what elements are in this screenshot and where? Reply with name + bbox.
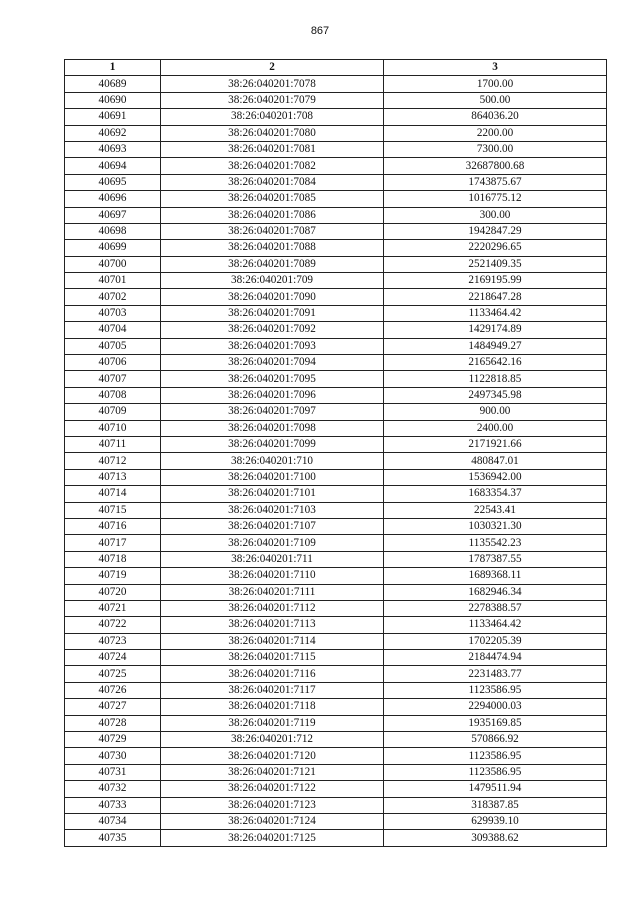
cadastral-value-cell: 1536942.00: [384, 469, 607, 485]
cadastral-number-cell: 38:26:040201:7098: [161, 420, 384, 436]
cadastral-number-cell: 38:26:040201:7101: [161, 486, 384, 502]
cadastral-number-cell: 38:26:040201:7114: [161, 633, 384, 649]
cadastral-value-cell: 32687800.68: [384, 158, 607, 174]
row-number-cell: 40698: [65, 223, 161, 239]
cadastral-number-cell: 38:26:040201:7120: [161, 748, 384, 764]
cadastral-number-cell: 38:26:040201:7110: [161, 568, 384, 584]
cadastral-number-cell: 38:26:040201:7117: [161, 682, 384, 698]
cadastral-value-cell: 1016775.12: [384, 191, 607, 207]
row-number-cell: 40696: [65, 191, 161, 207]
table-row: [65, 273, 607, 289]
row-number-cell: 40700: [65, 256, 161, 272]
table-header-row: [65, 60, 607, 76]
cadastral-number-cell: 38:26:040201:710: [161, 453, 384, 469]
cadastral-value-cell: 1689368.11: [384, 568, 607, 584]
row-number-cell: 40697: [65, 207, 161, 223]
cadastral-value-cell: 300.00: [384, 207, 607, 223]
table-row: [65, 699, 607, 715]
cadastral-number-cell: 38:26:040201:7081: [161, 141, 384, 157]
row-number-cell: 40699: [65, 240, 161, 256]
cadastral-number-cell: 38:26:040201:712: [161, 732, 384, 748]
cadastral-number-cell: 38:26:040201:7122: [161, 781, 384, 797]
table-row: [65, 355, 607, 371]
table-row: [65, 436, 607, 452]
cadastral-value-cell: 1479511.94: [384, 781, 607, 797]
cadastral-value-cell: 2231483.77: [384, 666, 607, 682]
cadastral-number-cell: 38:26:040201:7096: [161, 387, 384, 403]
row-number-cell: 40694: [65, 158, 161, 174]
cadastral-number-cell: 38:26:040201:7124: [161, 813, 384, 829]
cadastral-number-cell: 38:26:040201:7090: [161, 289, 384, 305]
row-number-cell: 40690: [65, 92, 161, 108]
row-number-cell: 40734: [65, 813, 161, 829]
cadastral-value-cell: 309388.62: [384, 830, 607, 846]
cadastral-number-cell: 38:26:040201:7115: [161, 650, 384, 666]
cadastral-number-cell: 38:26:040201:711: [161, 551, 384, 567]
table-row: [65, 732, 607, 748]
table-row: [65, 682, 607, 698]
cadastral-number-cell: 38:26:040201:7095: [161, 371, 384, 387]
table-row: [65, 600, 607, 616]
row-number-cell: 40707: [65, 371, 161, 387]
cadastral-value-cell: 22543.41: [384, 502, 607, 518]
cadastral-number-cell: 38:26:040201:7091: [161, 305, 384, 321]
table-row: [65, 109, 607, 125]
table-row: [65, 666, 607, 682]
row-number-cell: 40715: [65, 502, 161, 518]
cadastral-number-cell: 38:26:040201:7097: [161, 404, 384, 420]
row-number-cell: 40710: [65, 420, 161, 436]
column-header-1: 1: [65, 60, 161, 76]
cadastral-value-cell: 1942847.29: [384, 223, 607, 239]
cadastral-value-cell: 900.00: [384, 404, 607, 420]
row-number-cell: 40716: [65, 518, 161, 534]
cadastral-number-cell: 38:26:040201:7082: [161, 158, 384, 174]
row-number-cell: 40719: [65, 568, 161, 584]
cadastral-value-cell: 1429174.89: [384, 322, 607, 338]
table-row: [65, 748, 607, 764]
table-row: [65, 92, 607, 108]
table-row: [65, 781, 607, 797]
table-row: [65, 764, 607, 780]
cadastral-number-cell: 38:26:040201:7086: [161, 207, 384, 223]
cadastral-value-cell: 1702205.39: [384, 633, 607, 649]
row-number-cell: 40730: [65, 748, 161, 764]
cadastral-value-cell: 1484949.27: [384, 338, 607, 354]
row-number-cell: 40711: [65, 436, 161, 452]
table-row: [65, 289, 607, 305]
table-row: [65, 240, 607, 256]
cadastral-value-cell: 2278388.57: [384, 600, 607, 616]
cadastral-number-cell: 38:26:040201:7085: [161, 191, 384, 207]
row-number-cell: 40720: [65, 584, 161, 600]
column-header-3: 3: [384, 60, 607, 76]
row-number-cell: 40708: [65, 387, 161, 403]
cadastral-number-cell: 38:26:040201:7089: [161, 256, 384, 272]
cadastral-value-cell: 629939.10: [384, 813, 607, 829]
table-row: [65, 469, 607, 485]
cadastral-value-cell: 1743875.67: [384, 174, 607, 190]
cadastral-value-cell: 318387.85: [384, 797, 607, 813]
row-number-cell: 40717: [65, 535, 161, 551]
table-row: [65, 125, 607, 141]
table-row: [65, 830, 607, 846]
row-number-cell: 40728: [65, 715, 161, 731]
cadastral-number-cell: 38:26:040201:7099: [161, 436, 384, 452]
cadastral-value-cell: 2169195.99: [384, 273, 607, 289]
cadastral-value-cell: 1683354.37: [384, 486, 607, 502]
row-number-cell: 40691: [65, 109, 161, 125]
row-number-cell: 40722: [65, 617, 161, 633]
cadastral-number-cell: 38:26:040201:7121: [161, 764, 384, 780]
row-number-cell: 40695: [65, 174, 161, 190]
cadastral-value-cell: 2184474.94: [384, 650, 607, 666]
cadastral-number-cell: 38:26:040201:7103: [161, 502, 384, 518]
row-number-cell: 40692: [65, 125, 161, 141]
cadastral-value-cell: 1935169.85: [384, 715, 607, 731]
column-header-2: 2: [161, 60, 384, 76]
table-row: [65, 486, 607, 502]
table-row: [65, 76, 607, 92]
cadastral-value-cell: 500.00: [384, 92, 607, 108]
row-number-cell: 40712: [65, 453, 161, 469]
cadastral-number-cell: 38:26:040201:7112: [161, 600, 384, 616]
table-row: [65, 207, 607, 223]
row-number-cell: 40702: [65, 289, 161, 305]
cadastral-number-cell: 38:26:040201:7079: [161, 92, 384, 108]
row-number-cell: 40703: [65, 305, 161, 321]
cadastral-value-cell: 2165642.16: [384, 355, 607, 371]
row-number-cell: 40721: [65, 600, 161, 616]
table-row: [65, 797, 607, 813]
cadastral-value-cell: 864036.20: [384, 109, 607, 125]
table-row: [65, 813, 607, 829]
cadastral-value-cell: 1122818.85: [384, 371, 607, 387]
cadastral-value-cell: 2218647.28: [384, 289, 607, 305]
table-row: [65, 322, 607, 338]
cadastral-number-cell: 38:26:040201:709: [161, 273, 384, 289]
table-row: [65, 420, 607, 436]
table-row: [65, 338, 607, 354]
table-row: [65, 650, 607, 666]
table-row: [65, 223, 607, 239]
table-row: [65, 371, 607, 387]
table-row: [65, 633, 607, 649]
table-body: [65, 76, 607, 846]
row-number-cell: 40705: [65, 338, 161, 354]
row-number-cell: 40693: [65, 141, 161, 157]
cadastral-value-cell: 2497345.98: [384, 387, 607, 403]
row-number-cell: 40713: [65, 469, 161, 485]
row-number-cell: 40725: [65, 666, 161, 682]
cadastral-number-cell: 38:26:040201:7113: [161, 617, 384, 633]
table-row: [65, 387, 607, 403]
table-row: [65, 568, 607, 584]
cadastral-value-cell: 1123586.95: [384, 682, 607, 698]
cadastral-number-cell: 38:26:040201:7123: [161, 797, 384, 813]
row-number-cell: 40729: [65, 732, 161, 748]
cadastral-number-cell: 38:26:040201:7100: [161, 469, 384, 485]
cadastral-number-cell: 38:26:040201:708: [161, 109, 384, 125]
row-number-cell: 40727: [65, 699, 161, 715]
cadastral-value-cell: 1133464.42: [384, 305, 607, 321]
cadastral-number-cell: 38:26:040201:7087: [161, 223, 384, 239]
cadastral-value-cell: 1700.00: [384, 76, 607, 92]
cadastral-number-cell: 38:26:040201:7118: [161, 699, 384, 715]
cadastral-value-cell: 2171921.66: [384, 436, 607, 452]
row-number-cell: 40689: [65, 76, 161, 92]
row-number-cell: 40735: [65, 830, 161, 846]
row-number-cell: 40733: [65, 797, 161, 813]
cadastral-value-cell: 1682946.34: [384, 584, 607, 600]
cadastral-number-cell: 38:26:040201:7116: [161, 666, 384, 682]
row-number-cell: 40724: [65, 650, 161, 666]
page-number: 867: [310, 25, 330, 37]
cadastral-number-cell: 38:26:040201:7111: [161, 584, 384, 600]
row-number-cell: 40723: [65, 633, 161, 649]
cadastral-number-cell: 38:26:040201:7092: [161, 322, 384, 338]
table-row: [65, 141, 607, 157]
cadastral-value-cell: 570866.92: [384, 732, 607, 748]
cadastral-value-cell: 1123586.95: [384, 748, 607, 764]
cadastral-value-cell: 480847.01: [384, 453, 607, 469]
cadastral-value-cell: 1123586.95: [384, 764, 607, 780]
cadastral-number-cell: 38:26:040201:7080: [161, 125, 384, 141]
table-row: [65, 617, 607, 633]
cadastral-value-cell: 1135542.23: [384, 535, 607, 551]
cadastral-number-cell: 38:26:040201:7093: [161, 338, 384, 354]
cadastral-number-cell: 38:26:040201:7109: [161, 535, 384, 551]
table-row: [65, 305, 607, 321]
table-row: [65, 518, 607, 534]
row-number-cell: 40706: [65, 355, 161, 371]
row-number-cell: 40731: [65, 764, 161, 780]
row-number-cell: 40718: [65, 551, 161, 567]
row-number-cell: 40732: [65, 781, 161, 797]
table-row: [65, 191, 607, 207]
row-number-cell: 40709: [65, 404, 161, 420]
cadastral-number-cell: 38:26:040201:7078: [161, 76, 384, 92]
row-number-cell: 40726: [65, 682, 161, 698]
cadastral-value-cell: 2400.00: [384, 420, 607, 436]
table-row: [65, 584, 607, 600]
table-row: [65, 551, 607, 567]
table-row: [65, 256, 607, 272]
cadastral-value-cell: 1030321.30: [384, 518, 607, 534]
cadastral-number-cell: 38:26:040201:7119: [161, 715, 384, 731]
table-row: [65, 174, 607, 190]
cadastral-number-cell: 38:26:040201:7094: [161, 355, 384, 371]
cadastral-value-cell: 2521409.35: [384, 256, 607, 272]
cadastral-number-cell: 38:26:040201:7088: [161, 240, 384, 256]
cadastral-value-table: [64, 59, 607, 847]
table-row: [65, 158, 607, 174]
table-row: [65, 453, 607, 469]
table-row: [65, 715, 607, 731]
cadastral-value-cell: 2220296.65: [384, 240, 607, 256]
table-row: [65, 502, 607, 518]
row-number-cell: 40714: [65, 486, 161, 502]
cadastral-number-cell: 38:26:040201:7107: [161, 518, 384, 534]
table-row: [65, 404, 607, 420]
cadastral-number-cell: 38:26:040201:7084: [161, 174, 384, 190]
cadastral-number-cell: 38:26:040201:7125: [161, 830, 384, 846]
cadastral-value-cell: 1133464.42: [384, 617, 607, 633]
cadastral-value-cell: 2294000.03: [384, 699, 607, 715]
row-number-cell: 40704: [65, 322, 161, 338]
table-row: [65, 535, 607, 551]
cadastral-value-cell: 2200.00: [384, 125, 607, 141]
row-number-cell: 40701: [65, 273, 161, 289]
cadastral-value-cell: 1787387.55: [384, 551, 607, 567]
cadastral-value-cell: 7300.00: [384, 141, 607, 157]
